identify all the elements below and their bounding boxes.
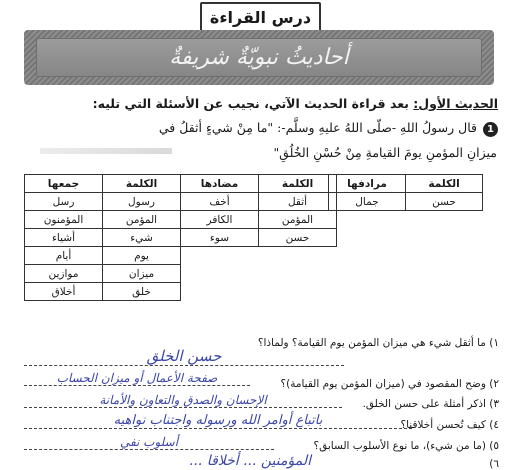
instruction-label: الحديث الأول:	[413, 96, 498, 111]
instruction-text: بعد قراءة الحديث الآتي، نجيب عن الأسئلة التي تليه:	[92, 96, 414, 111]
table-cell: رسول	[103, 193, 181, 211]
answer-5: أسلوب نفي	[24, 435, 274, 450]
answer-1: حسن الخلق	[24, 347, 344, 366]
lesson-title-box	[200, 2, 321, 32]
table-header: الكلمة	[259, 175, 337, 193]
banner	[24, 30, 494, 85]
table-cell: المؤمنون	[25, 211, 103, 229]
hadith-line-2: ميزانِ المؤمنِ يومَ القيامةِ مِنْ حُسْنِ الخُلُقِ"	[273, 145, 497, 160]
table-cell	[181, 265, 259, 283]
question-6: ٦)	[489, 458, 499, 470]
lesson-title: درس القراءة	[209, 7, 312, 27]
table-cell: موازين	[25, 265, 103, 283]
synonym-table	[328, 174, 483, 211]
table-row	[25, 265, 337, 283]
banner-panel	[36, 38, 482, 77]
hadith-number-badge	[483, 122, 498, 137]
table-cell: أشياء	[25, 229, 103, 247]
table-header-row	[25, 175, 337, 193]
question-1: ١) ما أثقل شيء هي ميزان المؤمن يوم القيامة؟ ولماذا؟	[257, 337, 499, 349]
table-cell: حسن	[259, 229, 337, 247]
table-cell: أخف	[181, 193, 259, 211]
table-cell: أيام	[25, 247, 103, 265]
answer-2: صفحة الأعمال أو ميزان الحساب	[24, 371, 250, 386]
banner-title: أحاديثُ نبويّةٌ شريفةٌ	[169, 45, 349, 70]
table-row	[25, 229, 337, 247]
table-cell	[259, 247, 337, 265]
hadith-number: 1	[487, 124, 494, 135]
table-cell	[181, 283, 259, 301]
table-header: مرادفها	[329, 175, 406, 193]
table-header: جمعها	[25, 175, 103, 193]
antonym-plural-table	[24, 174, 337, 301]
hadith-line-1: قال رسولُ اللهِ -صلّى اللهُ عليهِ وسلَّم-: "ما مِنْ شيءٍ أثقلُ في	[158, 120, 477, 135]
table-row	[25, 211, 337, 229]
table-cell: حسن	[406, 193, 483, 211]
table-cell: الكافر	[181, 211, 259, 229]
question-3: ٣) اذكر أمثلة على حسن الخلق.	[362, 398, 499, 410]
table-cell: خلق	[103, 283, 181, 301]
table-cell: أخلاق	[25, 283, 103, 301]
answer-3: الإحسان والصدق والتعاون والأمانة	[24, 393, 342, 408]
table-row	[329, 193, 483, 211]
question-4: ٤) كيف تُحسن أخلاقنا؟	[400, 419, 499, 431]
question-2: ٢) وضح المقصود في (ميزان المؤمن يوم القيامة)؟	[280, 378, 499, 390]
question-5: ٥) (ما من شيء)، ما نوع الأسلوب السابق؟	[313, 440, 499, 452]
answer-6: ... المؤمنين ... أخلاقا	[188, 453, 311, 469]
table-cell: يوم	[103, 247, 181, 265]
table-header: الكلمة	[103, 175, 181, 193]
table-cell: سوء	[181, 229, 259, 247]
answer-4: باتباع أوامر الله ورسوله واجتناب نواهيه	[24, 413, 412, 429]
table-cell: المؤمن	[103, 211, 181, 229]
table-header: الكلمة	[406, 175, 483, 193]
table-cell	[259, 283, 337, 301]
table-cell	[259, 265, 337, 283]
table-row	[25, 283, 337, 301]
table-cell: المؤمن	[259, 211, 337, 229]
table-row	[25, 193, 337, 211]
instruction	[93, 96, 498, 111]
table-cell: جمال	[329, 193, 406, 211]
table-cell	[181, 247, 259, 265]
table-header: مضادها	[181, 175, 259, 193]
table-cell: أثقل	[259, 193, 337, 211]
table-cell: ميزان	[103, 265, 181, 283]
table-header-row	[329, 175, 483, 193]
table-cell: شيء	[103, 229, 181, 247]
table-row	[25, 247, 337, 265]
table-cell: رسل	[25, 193, 103, 211]
faded-text-mark	[40, 148, 172, 154]
